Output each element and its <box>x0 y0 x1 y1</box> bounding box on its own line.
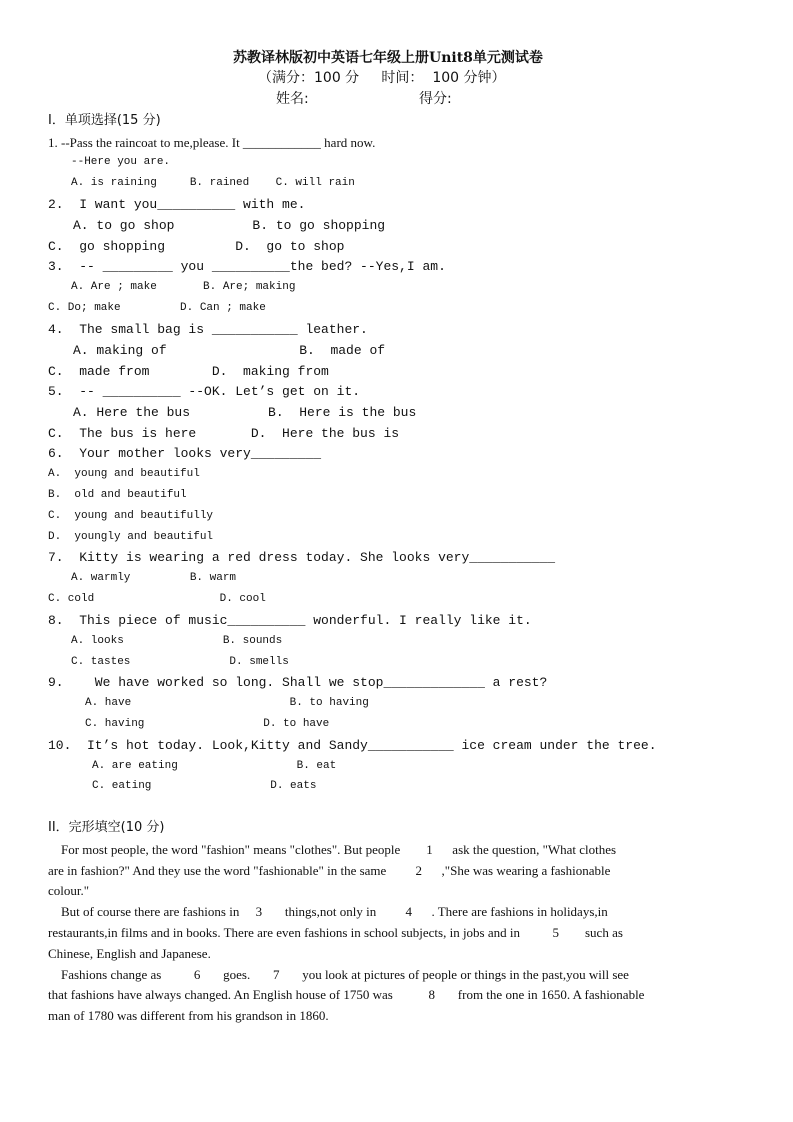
passage-line: colour." <box>48 883 90 898</box>
question-line: 5. -- __________ --OK. Let’s get on it. <box>48 384 361 399</box>
question-line: --Here you are. <box>71 156 171 168</box>
options-line: C. go shopping D. go to shop <box>48 239 345 254</box>
options-line: A. young and beautiful <box>48 468 200 480</box>
options-line: C. tastes D. smells <box>71 656 289 668</box>
options-line: C. young and beautifully <box>48 510 214 522</box>
section-heading: I．单项选择(15 分) <box>48 113 161 128</box>
options-line: C. having D. to have <box>85 718 330 730</box>
options-line: B. old and beautiful <box>48 489 187 501</box>
question-line: 6. Your mother looks very_________ <box>48 446 322 461</box>
passage-line: that fashions have always changed. An English house of 1750 was 8 from the one in 1650. A fashionable <box>48 987 645 1002</box>
question-line: 8. This piece of music__________ wonderful. I really like it. <box>48 613 532 628</box>
options-line: C. Do; make D. Can ; make <box>48 302 266 314</box>
options-line: C. The bus is here D. Here the bus is <box>48 426 400 441</box>
passage-line: man of 1780 was different from his grandson in 1860. <box>48 1008 329 1023</box>
options-line: C. made from D. making from <box>48 364 329 379</box>
options-line: A. to go shop B. to go shopping <box>73 218 386 233</box>
options-line: A. making of B. made of <box>73 343 386 358</box>
score-time-line: （满分：100 分 时间： 100 分钟） <box>258 70 506 86</box>
passage-line: Fashions change as 6 goes. 7 you look at pictures of people or things in the past,you will see <box>48 967 629 982</box>
options-line: A. looks B. sounds <box>71 635 283 647</box>
options-line: D. youngly and beautiful <box>48 531 214 543</box>
question-line: 1. --Pass the raincoat to me,please. It ____________ hard now. <box>48 135 376 150</box>
options-line: A. are eating B. eat <box>92 760 337 772</box>
passage-line: Chinese, English and Japanese. <box>48 946 211 961</box>
passage-line: are in fashion?" And they use the word "fashionable" in the same 2 ,"She was wearing a fashionable <box>48 863 611 878</box>
passage-line: For most people, the word "fashion" means "clothes". But people 1 ask the question, "What clothes <box>48 842 617 857</box>
options-line: A. Are ; make B. Are; making <box>71 281 296 293</box>
name-label: 姓名: <box>276 91 309 107</box>
options-line: C. cold D. cool <box>48 593 266 605</box>
question-line: 3. -- _________ you __________the bed? --Yes,I am. <box>48 259 446 274</box>
options-line: A. have B. to having <box>85 697 369 709</box>
options-line: A. warmly B. warm <box>71 572 237 584</box>
question-line: 4. The small bag is ___________ leather. <box>48 322 368 337</box>
passage-line: But of course there are fashions in 3 things,not only in 4 . There are fashions in holidays,in <box>48 904 608 919</box>
score-label: 得分: <box>419 91 452 107</box>
question-line: 2. I want you__________ with me. <box>48 197 306 212</box>
options-line: A. is raining B. rained C. will rain <box>71 177 355 189</box>
question-line: 7. Kitty is wearing a red dress today. She looks very___________ <box>48 550 556 565</box>
options-line: C. eating D. eats <box>92 780 317 792</box>
question-line: 9. We have worked so long. Shall we stop_____________ a rest? <box>48 675 548 690</box>
passage-line: restaurants,in films and in books. There are even fashions in school subjects, in jobs and in 5 such as <box>48 925 623 940</box>
options-line: A. Here the bus B. Here is the bus <box>73 405 417 420</box>
question-line: 10. It’s hot today. Look,Kitty and Sandy___________ ice cream under the tree. <box>48 738 657 753</box>
page-title: 苏教译林版初中英语七年级上册Unit8单元测试卷 <box>233 50 543 66</box>
section-heading: II．完形填空(10 分) <box>48 820 165 835</box>
